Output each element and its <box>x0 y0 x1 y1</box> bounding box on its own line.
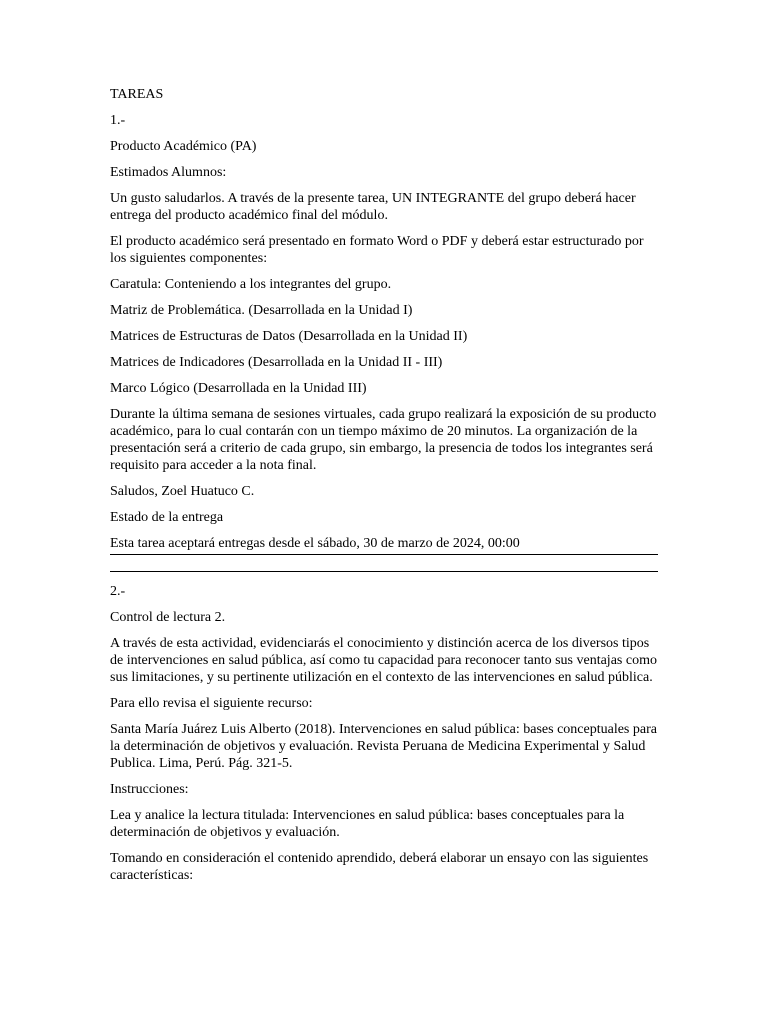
task-2-resource-intro: Para ello revisa el siguiente recurso: <box>110 696 313 711</box>
submission-availability: Esta tarea aceptará entregas desde el sábado, 30 de marzo de 2024, 00:00 <box>110 536 520 551</box>
task-2-number: 2.- <box>110 584 126 599</box>
divider-top <box>110 554 658 555</box>
task-1-title: Producto Académico (PA) <box>110 139 257 154</box>
task-2-instruction-read: Lea y analice la lectura titulada: Intervenciones en salud pública: bases conceptuales para la determinación de objetivos y evaluación. <box>110 808 625 840</box>
document-body <box>110 86 660 893</box>
component-item-cover: Caratula: Conteniendo a los integrantes del grupo. <box>110 277 392 292</box>
page-heading: TAREAS <box>110 87 164 102</box>
task-2-title: Control de lectura 2. <box>110 610 226 625</box>
component-item-data-structures: Matrices de Estructuras de Datos (Desarrollada en la Unidad II) <box>110 329 468 344</box>
task-1-format: El producto académico será presentado en formato Word o PDF y deberá estar estructurado por los siguientes componentes: <box>110 234 644 266</box>
task-1-presentation: Durante la última semana de sesiones virtuales, cada grupo realizará la exposición de su producto académico, para lo cual contarán con un tiempo máximo de 20 minutos. La organización de la presentación será a criterio de cada grupo, sin embargo, la presencia de todos los integrantes será requisito para acceder a la nota final. <box>110 407 657 473</box>
component-item-indicators: Matrices de Indicadores (Desarrollada en la Unidad II - III) <box>110 355 443 370</box>
task-2-instruction-essay: Tomando en consideración el contenido aprendido, deberá elaborar un ensayo con las siguientes características: <box>110 851 649 883</box>
task-1-number: 1.- <box>110 113 126 128</box>
component-item-logical-framework: Marco Lógico (Desarrollada en la Unidad III) <box>110 381 367 396</box>
task-2-instructions-label: Instrucciones: <box>110 782 189 797</box>
divider-bottom <box>110 571 658 572</box>
task-1-signature: Saludos, Zoel Huatuco C. <box>110 484 255 499</box>
task-2-reference: Santa María Juárez Luis Alberto (2018). Intervenciones en salud pública: bases conceptuales para la determinación de objetivos y evaluación. Revista Peruana de Medicina Experimental y Salud Publica. Lima, Perú. Pág. 321-5. <box>110 722 657 771</box>
task-2-description: A través de esta actividad, evidenciarás el conocimiento y distinción acerca de los diversos tipos de intervenciones en salud pública, así como tu capacidad para reconocer tanto sus ventajas como sus limitaciones, y su pertinente utilización en el contexto de las intervenciones en salud pública. <box>110 636 657 685</box>
task-1-intro: Un gusto saludarlos. A través de la presente tarea, UN INTEGRANTE del grupo deberá hacer entrega del producto académico final del módulo. <box>110 191 636 223</box>
task-1-greeting: Estimados Alumnos: <box>110 165 227 180</box>
component-item-problem-matrix: Matriz de Problemática. (Desarrollada en la Unidad I) <box>110 303 413 318</box>
submission-status-label: Estado de la entrega <box>110 510 224 525</box>
